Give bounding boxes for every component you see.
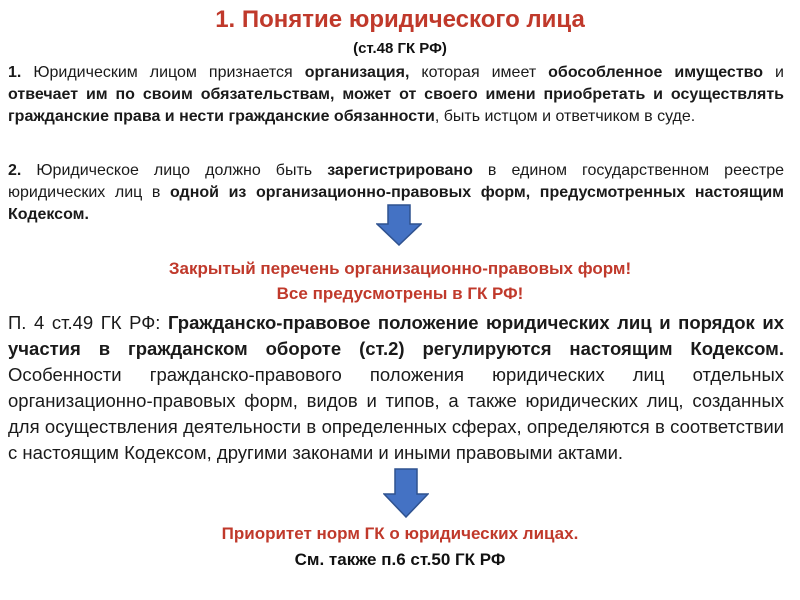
bold-fragment: Гражданско-правовое положение юридических лиц и порядок их участия в гражданском обороте (ст.2) регулируются настоящим Кодексом. (8, 312, 784, 359)
bold-fragment: одной из организационно-правовых форм, предусмотренных настоящим Кодексом. (8, 184, 784, 223)
paragraph-number: 2. (8, 162, 22, 179)
text-fragment: Юридическим лицом признается (21, 64, 305, 81)
text-fragment: и (763, 64, 784, 81)
bold-fragment: обособленное имущество (548, 64, 764, 81)
all-provided-note: Все предусмотрены в ГК РФ! (276, 284, 524, 303)
slide-title: 1. Понятие юридического лица (215, 6, 585, 33)
arrow-down-icon (383, 468, 429, 518)
paragraph-3 (8, 310, 784, 466)
text-fragment: в едином государственном реестре юридических лиц в (8, 162, 784, 201)
text-fragment: П. 4 ст.49 ГК РФ: (8, 312, 168, 333)
paragraph-number: 1. (8, 64, 22, 81)
see-also-note: См. также п.6 ст.50 ГК РФ (294, 550, 506, 569)
priority-note: Приоритет норм ГК о юридических лицах. (221, 524, 579, 543)
slide-subtitle: (ст.48 ГК РФ) (353, 40, 447, 57)
bold-fragment: отвечает им по своим обязательствам, может от своего имени приобретать и осуществлять гражданские права и нести гражданские обязанности (8, 86, 784, 125)
text-fragment: Юридическое лицо должно быть (21, 162, 328, 179)
bold-fragment: организация, (304, 64, 410, 81)
bold-fragment: зарегистрировано (327, 162, 473, 179)
text-fragment: , быть истцом и ответчиком в суде. (434, 108, 696, 125)
text-fragment: которая имеет (409, 64, 549, 81)
closed-list-note: Закрытый перечень организационно-правовых форм! (168, 259, 632, 278)
arrow-down-icon (376, 204, 422, 246)
paragraph-1 (8, 62, 784, 128)
text-fragment: Особенности гражданско-правового положения юридических лиц отдельных организационно-правовых форм, видов и типов, а также юридических лиц, созданных для осуществления деятельности в определенных сферах, определяются в соответствии с настоящим Кодексом, другими законами и иными правовыми актами. (8, 364, 784, 463)
